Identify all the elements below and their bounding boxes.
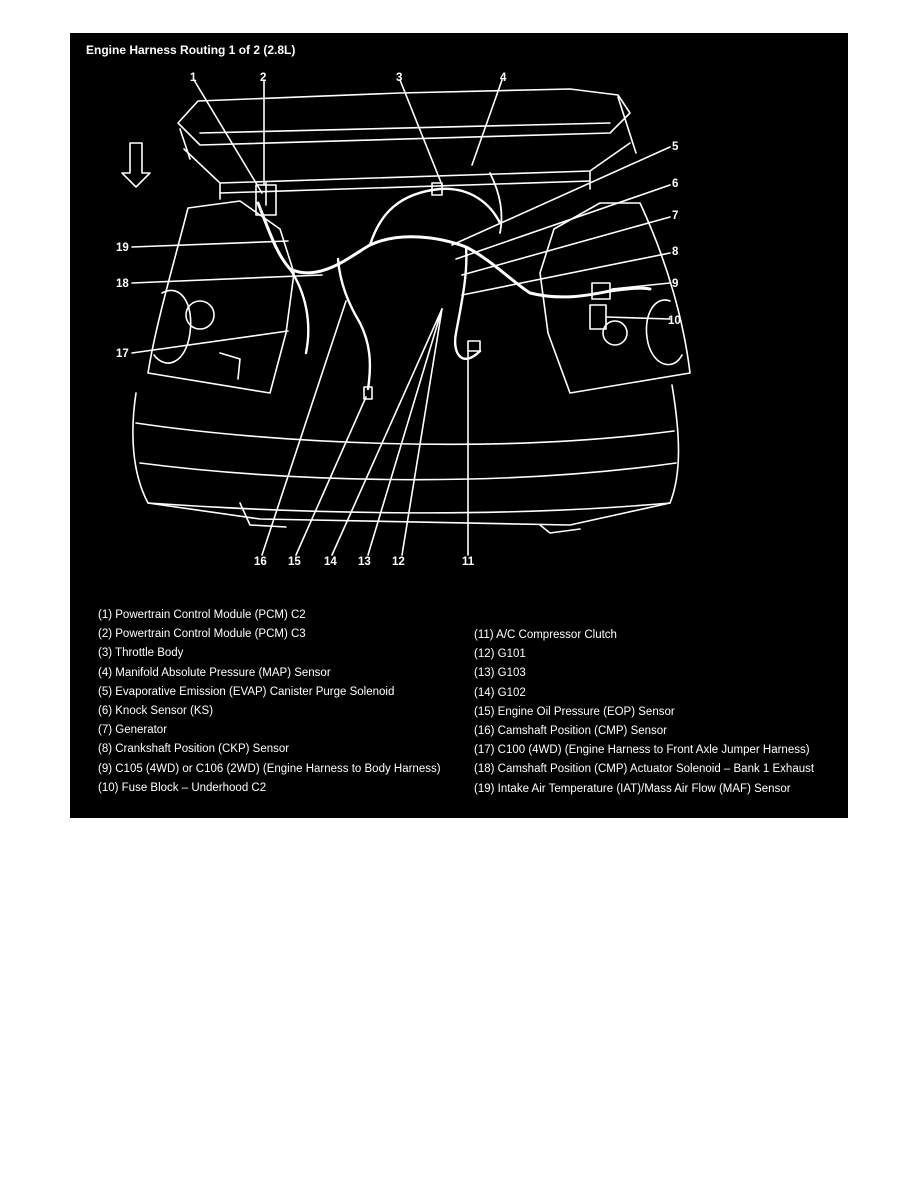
diagram-title: Engine Harness Routing 1 of 2 (2.8L) bbox=[86, 43, 296, 57]
callout-17: 17 bbox=[116, 348, 129, 360]
callout-1: 1 bbox=[190, 72, 197, 84]
callout-18: 18 bbox=[116, 278, 129, 290]
front-bumper bbox=[133, 385, 679, 525]
direction-arrow bbox=[122, 143, 150, 187]
legend-item-12: (12) G101 bbox=[474, 648, 526, 660]
legend-item-15: (15) Engine Oil Pressure (EOP) Sensor bbox=[474, 706, 675, 718]
callout-9: 9 bbox=[672, 278, 679, 290]
callout-13: 13 bbox=[358, 556, 371, 568]
callout-8: 8 bbox=[672, 246, 679, 258]
legend-item-17: (17) C100 (4WD) (Engine Harness to Front Axle Jumper Harness) bbox=[474, 744, 810, 756]
legend-item-18: (18) Camshaft Position (CMP) Actuator Solenoid – Bank 1 Exhaust bbox=[474, 763, 815, 775]
main-harness bbox=[258, 203, 650, 297]
callout-12: 12 bbox=[392, 556, 405, 568]
legend-item-9: (9) C105 (4WD) or C106 (2WD) (Engine Harness to Body Harness) bbox=[98, 763, 441, 775]
radiator-support bbox=[178, 89, 630, 145]
legend-item-3: (3) Throttle Body bbox=[98, 647, 184, 659]
callout-3: 3 bbox=[396, 72, 403, 84]
legend-item-6: (6) Knock Sensor (KS) bbox=[98, 705, 214, 717]
legend-item-14: (14) G102 bbox=[474, 687, 526, 699]
callout-4: 4 bbox=[500, 72, 507, 84]
legend-item-19: (19) Intake Air Temperature (IAT)/Mass Air Flow (MAF) Sensor bbox=[474, 783, 791, 795]
legend-item-16: (16) Camshaft Position (CMP) Sensor bbox=[474, 725, 668, 737]
callout-11: 11 bbox=[462, 556, 475, 568]
callout-2: 2 bbox=[260, 72, 267, 84]
callout-19: 19 bbox=[116, 242, 129, 254]
callout-5: 5 bbox=[672, 141, 679, 153]
legend-item-7: (7) Generator bbox=[98, 724, 168, 736]
callout-7: 7 bbox=[672, 210, 679, 222]
engine-harness-illustration bbox=[70, 33, 848, 593]
legend-item-5: (5) Evaporative Emission (EVAP) Canister Purge Solenoid bbox=[98, 686, 395, 698]
callout-15: 15 bbox=[288, 556, 301, 568]
legend-item-4: (4) Manifold Absolute Pressure (MAP) Sensor bbox=[98, 667, 331, 679]
legend-item-11: (11) A/C Compressor Clutch bbox=[474, 629, 617, 641]
legend-item-1: (1) Powertrain Control Module (PCM) C2 bbox=[98, 609, 306, 621]
left-fender-well bbox=[148, 201, 294, 393]
callout-10: 10 bbox=[668, 315, 681, 327]
legend-item-13: (13) G103 bbox=[474, 667, 526, 679]
callout-6: 6 bbox=[672, 178, 679, 190]
legend-item-8: (8) Crankshaft Position (CKP) Sensor bbox=[98, 743, 290, 755]
legend-item-10: (10) Fuse Block – Underhood C2 bbox=[98, 782, 267, 794]
callout-14: 14 bbox=[324, 556, 337, 568]
legend-item-2: (2) Powertrain Control Module (PCM) C3 bbox=[98, 628, 306, 640]
diagram-panel bbox=[70, 33, 848, 818]
callout-16: 16 bbox=[254, 556, 267, 568]
